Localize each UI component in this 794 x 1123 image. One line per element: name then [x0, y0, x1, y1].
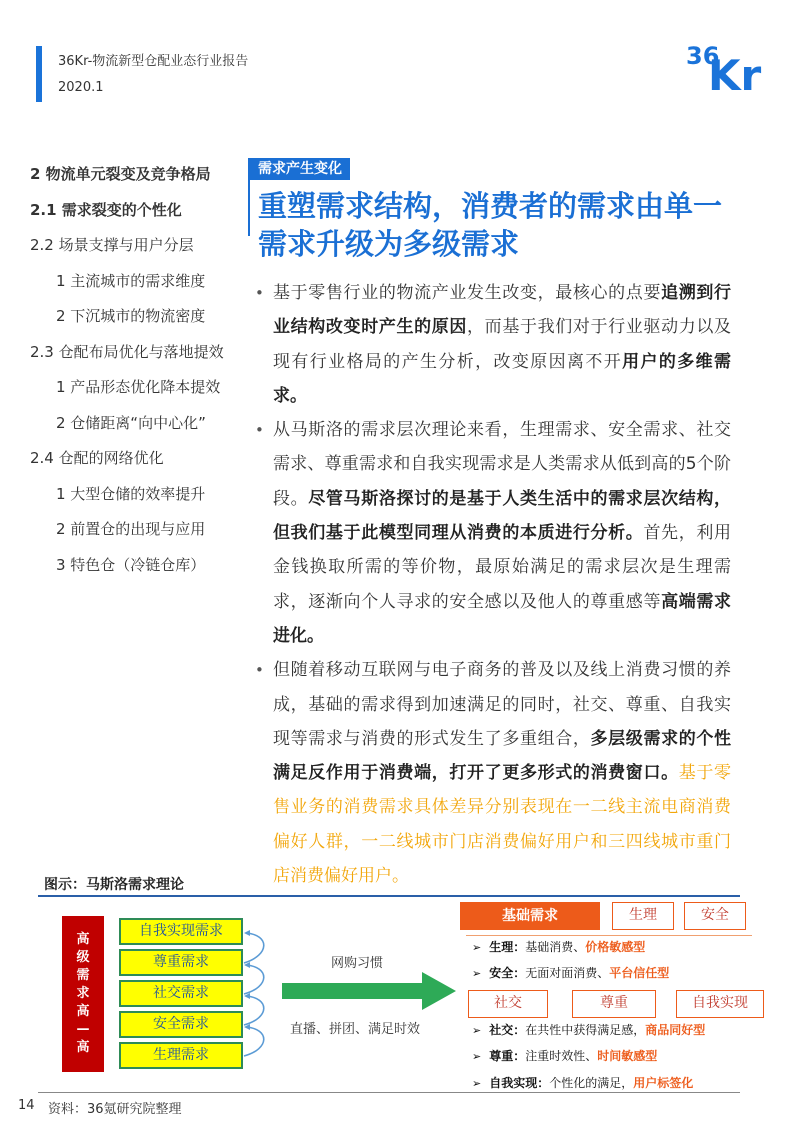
need-description-line: [472, 1047, 657, 1064]
need-description-line: [472, 938, 645, 955]
svg-text:36: 36: [686, 42, 720, 70]
report-title: 36Kr-物流新型仓配业态行业报告: [58, 54, 249, 69]
figure-divider: [38, 895, 740, 897]
arrow-bullet-icon: ➢: [472, 941, 482, 954]
need-text: 无面对面消费、: [525, 966, 610, 980]
vertical-char: 高: [76, 1004, 90, 1019]
text-segment: 基于零售行业的物流产业发生改变，最核心的点要: [273, 283, 662, 303]
body-content: [253, 276, 731, 893]
need-text: 个性化的满足，: [549, 1076, 634, 1090]
bullet-paragraph: [253, 413, 731, 653]
source-note: 资料：36氪研究院整理: [48, 1102, 182, 1117]
header-accent-bar: [36, 46, 42, 102]
section-tag: 需求产生变化: [250, 158, 350, 180]
toc-item[interactable]: 2.4 仓配的网络优化: [30, 449, 164, 467]
arrow-label-top: 网购习惯: [331, 956, 384, 971]
toc-item[interactable]: 2.1 需求裂变的个性化: [30, 200, 182, 219]
big-right-arrow: [282, 972, 456, 1010]
need-description-line: [472, 1074, 693, 1091]
arrow-bullet-icon: ➢: [472, 1077, 482, 1090]
vertical-char: 需: [76, 968, 90, 983]
vertical-label-box: [62, 916, 104, 1072]
tag-self-actualization: 自我实现: [676, 990, 764, 1018]
bullet-paragraph: [253, 653, 731, 893]
vertical-char: 级: [76, 950, 90, 965]
vertical-char: 高: [76, 1040, 90, 1055]
tag-safety: 安全: [684, 902, 746, 930]
toc-item[interactable]: 2.3 仓配布局优化与落地提效: [30, 342, 224, 361]
figure-title: 图示：马斯洛需求理论: [44, 877, 184, 893]
tag-social: 社交: [468, 990, 548, 1018]
svg-text:Kr: Kr: [708, 51, 762, 94]
page-headline: 重塑需求结构，消费者的需求由单一需求升级为多级需求: [258, 189, 723, 261]
bullet-dot: •: [255, 661, 264, 680]
need-key: 生理：: [489, 940, 526, 954]
toc-item[interactable]: 2.2 场景支撑与用户分层: [30, 236, 194, 254]
toc-item[interactable]: 2 仓储距离“向中心化”: [56, 413, 206, 432]
arrow-bullet-icon: ➢: [472, 967, 482, 980]
tag-esteem: 尊重: [572, 990, 656, 1018]
text-segment: 追溯到行业结构改变时产生的原因: [273, 283, 732, 338]
arrow-bullet-icon: ➢: [472, 1024, 482, 1037]
text-segment: 首先，利用金钱换取所需的等价物，最原始满足的需求层次是生理需求，逐渐向个人寻求的安全感以及他人的尊重感等: [273, 523, 732, 612]
logo-36kr: [686, 38, 766, 94]
need-highlight: 价格敏感型: [585, 940, 646, 954]
bullet-paragraph: [253, 276, 731, 413]
need-highlight: 商品同好型: [645, 1023, 706, 1037]
report-date: 2020.1: [58, 80, 104, 95]
need-highlight: 用户标签化: [633, 1076, 694, 1090]
need-text: 在共性中获得满足感，: [525, 1023, 646, 1037]
bullet-dot: •: [255, 421, 264, 440]
loop-arrows: [240, 925, 280, 1085]
table-of-contents: [30, 160, 248, 586]
need-text: 注重时效性、: [525, 1049, 598, 1063]
tag-physiological: 生理: [612, 902, 674, 930]
need-highlight: 时间敏感型: [597, 1049, 658, 1063]
need-level-box: 自我实现需求: [119, 918, 243, 945]
need-key: 尊重：: [489, 1049, 526, 1063]
vertical-char: —: [76, 1022, 90, 1037]
toc-item[interactable]: 1 产品形态优化降本提效: [56, 378, 221, 396]
need-level-box: 安全需求: [119, 1011, 243, 1038]
text-segment: 高端需求进化。: [273, 591, 732, 646]
need-description-line: [472, 964, 669, 981]
text-segment: 从马斯洛的需求层次理论来看，生理需求、安全需求、社交需求、尊重需求和自我实现需求是人类需求从低到高的5个阶段。: [273, 420, 731, 509]
text-segment: 多层级需求的个性满足反作用于消费端，打开了更多形式的消费窗口。: [273, 728, 732, 784]
arrow-label-bottom: 直播、拼团、满足时效: [290, 1022, 421, 1037]
vertical-char: 高: [76, 932, 90, 947]
need-level-box: 社交需求: [119, 980, 243, 1007]
footer-divider: [38, 1092, 740, 1093]
need-description-line: [472, 1021, 705, 1038]
need-key: 安全：: [489, 966, 526, 980]
need-highlight: 平台信任型: [609, 966, 670, 980]
page-number: 14: [18, 1098, 35, 1113]
toc-item[interactable]: 1 主流城市的需求维度: [56, 271, 206, 290]
need-key: 自我实现：: [489, 1076, 550, 1090]
need-key: 社交：: [489, 1023, 526, 1037]
need-text: 基础消费、: [525, 940, 586, 954]
toc-item[interactable]: 2 前置仓的出现与应用: [56, 520, 206, 538]
arrow-bullet-icon: ➢: [472, 1050, 482, 1063]
toc-item[interactable]: 3 特色仓（冷链仓库）: [56, 555, 206, 574]
vertical-char: 求: [76, 986, 90, 1001]
basic-needs-label: 基础需求: [460, 902, 600, 930]
text-segment: 尽管马斯洛探讨的是基于人类生活中的需求层次结构，但我们基于此模型同理从消费的本质进行分析。: [273, 488, 732, 544]
toc-item[interactable]: 2 下沉城市的物流密度: [56, 307, 206, 325]
basic-underline: [466, 935, 752, 936]
text-segment: 用户的多维需求。: [273, 351, 731, 406]
need-level-box: 尊重需求: [119, 949, 243, 976]
toc-item[interactable]: 1 大型仓储的效率提升: [56, 484, 206, 503]
bullet-dot: •: [255, 284, 264, 302]
text-segment: ，而基于我们对于行业驱动力以及现有行业格局的产生分析，改变原因离不开: [273, 317, 732, 372]
toc-item[interactable]: 2 物流单元裂变及竞争格局: [30, 165, 211, 183]
need-level-box: 生理需求: [119, 1042, 243, 1069]
text-segment: 但随着移动互联网与电子商务的普及以及线上消费习惯的养成，基础的需求得到加速满足的同时，社交、尊重、自我实现等需求与消费的形式发生了多重组合，: [273, 660, 731, 749]
text-segment: 基于零售业务的消费需求具体差异分别表现在一二线主流电商消费偏好人群，一二线城市门店消费偏好用户和三四线城市重门店消费偏好用户。: [273, 763, 732, 887]
